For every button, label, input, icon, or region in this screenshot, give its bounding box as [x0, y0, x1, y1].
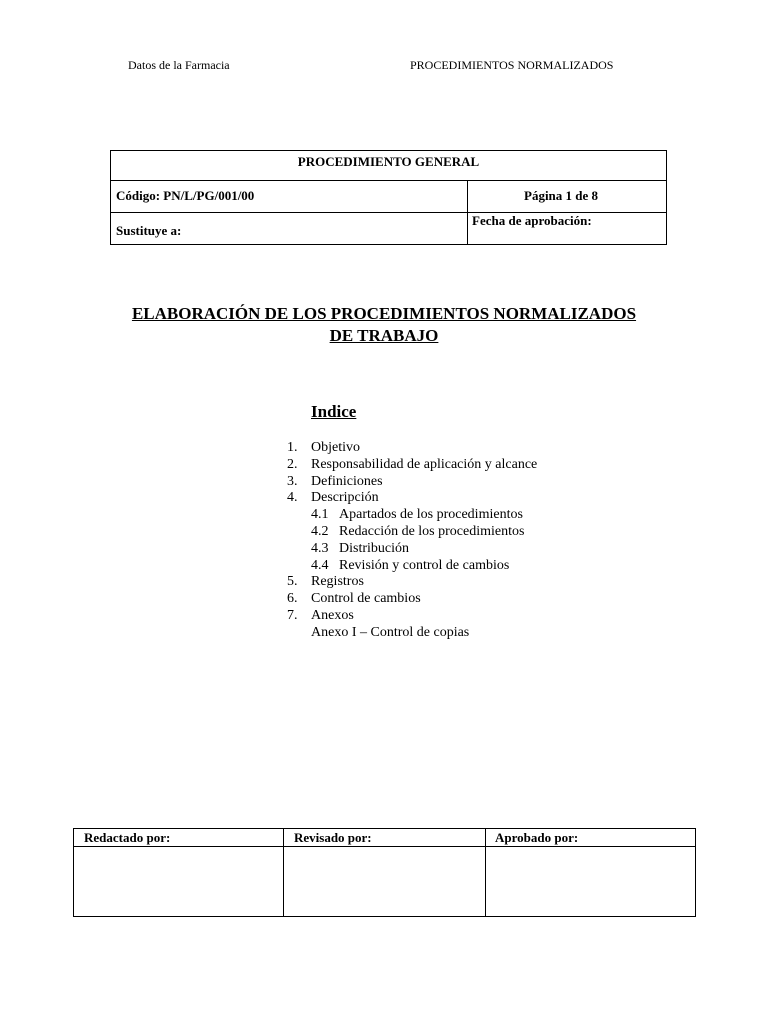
index-item	[287, 591, 537, 608]
index-subitem	[287, 541, 537, 558]
approval-date-label: Fecha de aprobación:	[472, 213, 592, 228]
index-item-number: 3.	[287, 473, 298, 489]
index-item-number: 1.	[287, 440, 298, 455]
procedure-type: PROCEDIMIENTO GENERAL	[111, 151, 666, 181]
page-number: Página 1 de 8	[524, 188, 599, 203]
index-subitem	[287, 625, 537, 642]
signature-column-divider	[283, 829, 284, 916]
index-subitem-label: Revisión y control de cambios	[339, 557, 510, 573]
procedure-info-box	[110, 150, 667, 245]
index-item-number: 6.	[287, 591, 298, 607]
procedure-code: Código: PN/L/PG/001/00	[116, 188, 255, 203]
approved-by-label: Aprobado por:	[495, 830, 579, 845]
index-item-label: Control de cambios	[311, 591, 421, 607]
index-item-label: Registros	[311, 574, 364, 590]
index-subitem-label: Distribución	[339, 540, 409, 556]
header-pharmacy-data: Datos de la Farmacia	[128, 58, 230, 72]
index-subitem-label: Apartados de los procedimientos	[339, 507, 523, 523]
document-title-line-2: DE TRABAJO	[329, 326, 439, 345]
index-item-number: 2.	[287, 456, 298, 472]
index-subitem-number: 4.4	[311, 557, 329, 573]
info-box-divider	[467, 181, 468, 244]
index-item-label: Objetivo	[311, 440, 360, 455]
index-item-number: 5.	[287, 574, 298, 590]
info-row-code	[111, 181, 666, 213]
index-item	[287, 440, 537, 457]
index-item-label: Definiciones	[311, 473, 383, 489]
index-item	[287, 574, 537, 591]
drafted-by-label: Redactado por:	[84, 830, 171, 845]
replaces-label: Sustituye a:	[116, 223, 182, 238]
index-item	[287, 490, 537, 507]
signature-table	[73, 828, 696, 917]
index-item	[287, 474, 537, 491]
header-section-title: PROCEDIMIENTOS NORMALIZADOS	[410, 58, 614, 72]
index-item	[287, 457, 537, 474]
reviewed-by-label: Revisado por:	[294, 830, 372, 845]
index-subitem	[287, 558, 537, 575]
index-subitem-label: Redacción de los procedimientos	[339, 523, 525, 539]
signature-column-divider	[485, 829, 486, 916]
index-item-label: Anexos	[311, 607, 354, 623]
index-item-number: 4.	[287, 490, 298, 506]
index-subitem	[287, 524, 537, 541]
document-title-line-1: ELABORACIÓN DE LOS PROCEDIMIENTOS NORMALIZADOS	[131, 304, 637, 323]
index-subitem-label: Anexo I – Control de copias	[311, 624, 470, 640]
index-subitem-number: 4.2	[311, 523, 329, 539]
index-heading: Indice	[311, 402, 357, 421]
index-subitem	[287, 507, 537, 524]
index-list	[287, 440, 537, 642]
info-row-replaces	[111, 213, 666, 244]
index-item	[287, 608, 537, 625]
index-item-number: 7.	[287, 607, 298, 623]
index-subitem-number: 4.1	[311, 507, 329, 523]
index-item-label: Descripción	[311, 490, 379, 506]
index-item-label: Responsabilidad de aplicación y alcance	[311, 456, 538, 472]
signature-table-header-rule	[74, 846, 695, 847]
document-title	[100, 303, 668, 347]
index-subitem-number: 4.3	[311, 540, 329, 556]
